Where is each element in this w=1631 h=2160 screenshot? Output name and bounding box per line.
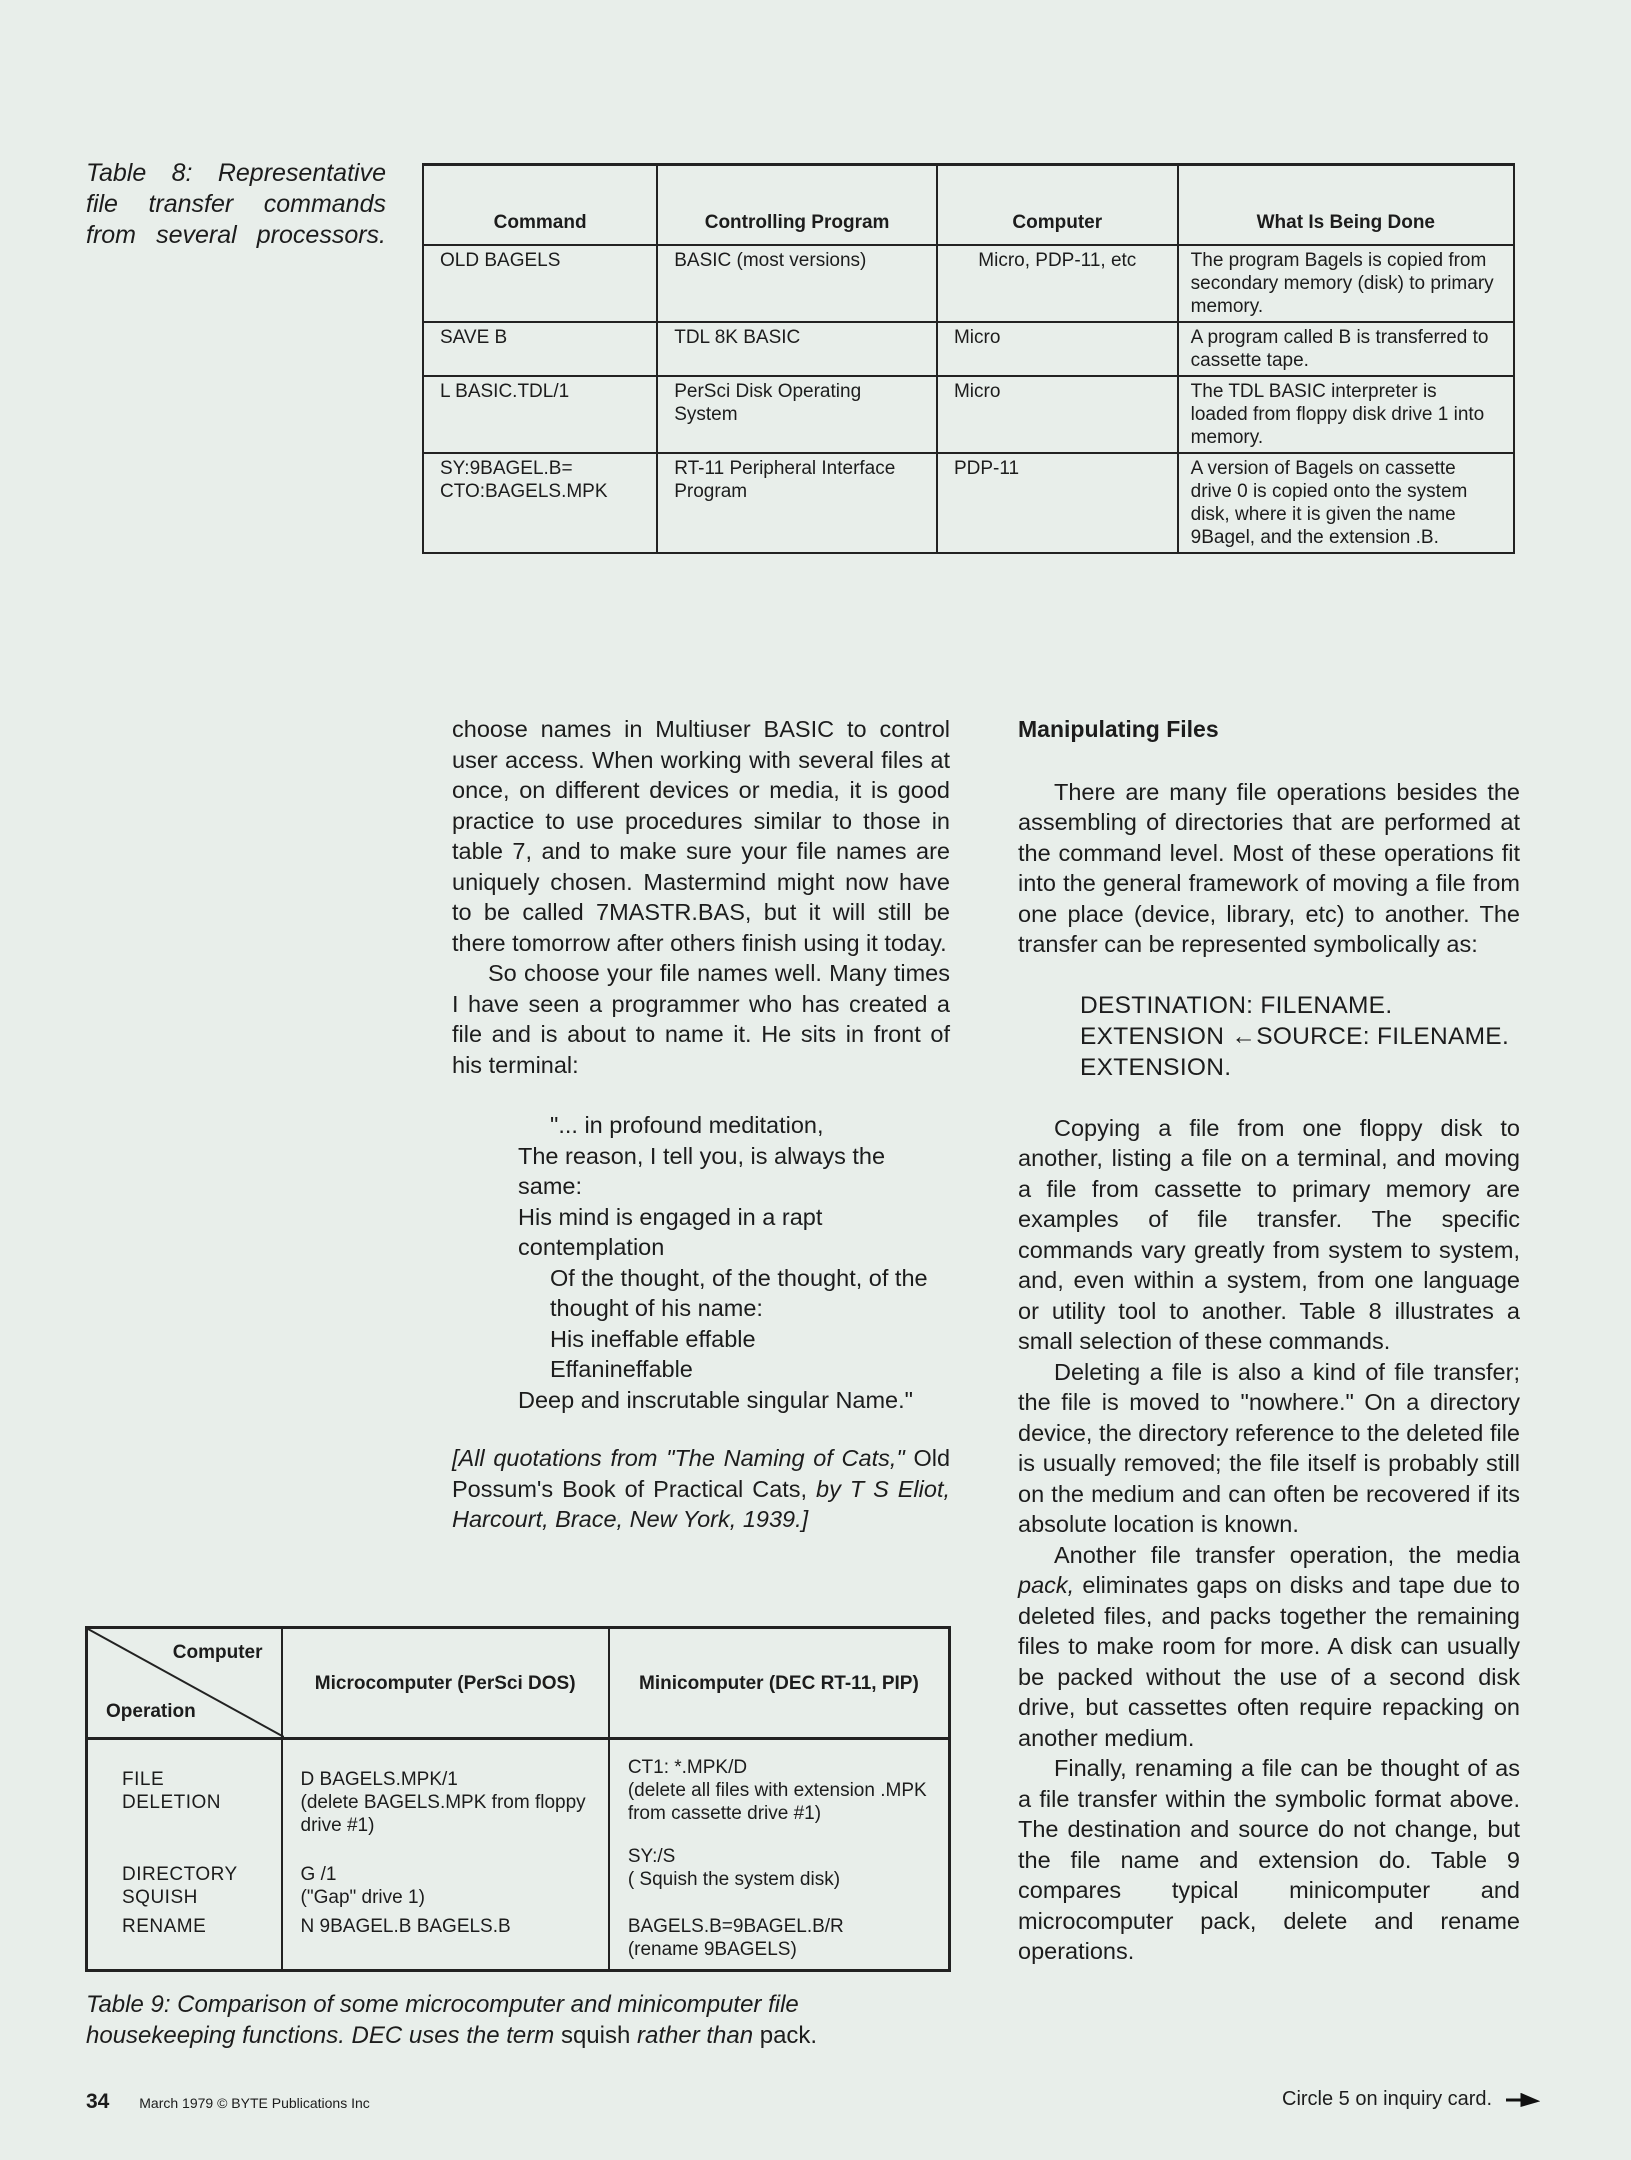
corner-label-operation: Operation	[106, 1701, 196, 1722]
quote-source-part: by T S Eliot, Harcourt, Brace, New York, 1939.]	[452, 1475, 951, 1532]
symbolic-format	[1080, 990, 1520, 1083]
table9-caption	[86, 1989, 952, 2051]
table-cell: Micro	[937, 376, 1178, 453]
paragraph	[1018, 1540, 1520, 1754]
cell-note: (rename 9BAGELS)	[627, 1939, 797, 1960]
paragraph: Deleting a file is also a kind of file transfer; the file is moved to "nowhere." On a directory device, the directory reference to the deleted file is usually removed; the file itself is probably still on the medium and can often be recovered if its absolute location is known.	[1018, 1358, 1520, 1537]
table-row	[423, 245, 1514, 322]
table8-header: Computer	[937, 165, 1178, 246]
table8	[422, 163, 1515, 554]
body-column-right	[1018, 714, 1520, 1967]
quote-source-part: [All quotations from "The Naming of Cats,"	[452, 1445, 905, 1471]
page-number: 34	[86, 2090, 110, 2113]
table-cell: A program called B is transferred to cassette tape.	[1178, 322, 1514, 376]
table-row	[87, 1837, 950, 1909]
cell-note: (delete all files with extension .MPK from cassette drive #1)	[627, 1780, 927, 1824]
table8-header-row	[423, 165, 1514, 246]
table9-header: Minicomputer (DEC RT-11, PIP)	[609, 1628, 950, 1739]
table9-header-row	[87, 1628, 950, 1739]
table8-header: What Is Being Done	[1178, 165, 1514, 246]
cell-command: N 9BAGEL.B BAGELS.B	[300, 1916, 511, 1937]
text-run: eliminates gaps on disks and tape due to deleted files, and packs together the remaining files to make room for more. A disk can usually be packed without the use of a second disk drive, but cassettes often require repacking on another medium.	[1018, 1572, 1520, 1751]
table-row	[423, 376, 1514, 453]
poem-quotation	[518, 1110, 950, 1415]
table-cell	[282, 1837, 609, 1909]
arrow-right-icon	[1506, 2093, 1540, 2107]
table8-header: Controlling Program	[657, 165, 937, 246]
table-cell: PerSci Disk Operating System	[657, 376, 937, 453]
table-cell: Micro	[937, 322, 1178, 376]
table8-header: Command	[423, 165, 657, 246]
cell-command: CT1: *.MPK/D	[627, 1757, 748, 1778]
poem-line: The reason, I tell you, is always the same:	[518, 1142, 886, 1199]
table-cell: RT-11 Peripheral Interface Program	[657, 453, 937, 553]
table9-corner-cell	[87, 1628, 282, 1739]
corner-label-computer: Computer	[172, 1642, 263, 1663]
table-cell	[282, 1909, 609, 1971]
table-cell: PDP-11	[937, 453, 1178, 553]
body-column-left	[452, 714, 950, 1535]
table-cell: Micro, PDP-11, etc	[937, 245, 1178, 322]
symbolic-line: EXTENSION.	[1080, 1053, 1232, 1081]
inquiry-note	[1282, 2088, 1540, 2111]
caption-part: squish	[560, 2022, 631, 2049]
table8-caption: Table 8: Representative file transfer commands from several processors.	[86, 159, 386, 249]
cell-note: ( Squish the system disk)	[627, 1869, 841, 1890]
table-cell: OLD BAGELS	[423, 245, 657, 322]
table-cell: L BASIC.TDL/1	[423, 376, 657, 453]
table-cell: RENAME	[87, 1909, 282, 1971]
poem-line: Of the thought, of the thought, of the thought of his name:	[550, 1264, 928, 1321]
paragraph: Finally, renaming a file can be thought of as a file transfer within the symbolic format above. The destination and source do not change, but the file name and extension do. Table 9 compares typical minicomputer and microcomputer pack, delete and rename operations.	[1018, 1755, 1520, 1964]
table-cell: TDL 8K BASIC	[657, 322, 937, 376]
table-cell: SAVE B	[423, 322, 657, 376]
caption-part: rather than	[636, 2022, 754, 2049]
table-cell	[609, 1739, 950, 1838]
table-row	[423, 453, 1514, 553]
inquiry-text: Circle 5 on inquiry card.	[1282, 2088, 1493, 2110]
table9	[85, 1626, 951, 1972]
caption-part: pack.	[759, 2022, 818, 2049]
text-run: Another file transfer operation, the media	[1054, 1541, 1520, 1568]
quotation-source	[452, 1443, 950, 1535]
cell-command: G /1	[300, 1864, 337, 1885]
table-cell: SY:9BAGEL.B= CTO:BAGELS.MPK	[423, 453, 657, 553]
page-footer	[86, 2090, 370, 2114]
table-row	[423, 322, 1514, 376]
table-cell: The TDL BASIC interpreter is loaded from floppy disk drive 1 into memory.	[1178, 376, 1514, 453]
cell-command: SY:/S	[627, 1846, 676, 1867]
cell-command: D BAGELS.MPK/1	[300, 1769, 458, 1790]
poem-line: "... in profound meditation,	[550, 1112, 824, 1138]
paragraph: choose names in Multiuser BASIC to control user access. When working with several files at once, on different devices or media, it is good practice to use procedures similar to those in table 7, and to make sure your file names are uniquely chosen. Mastermind might now have to be called 7MASTR.BAS, but it will still be there tomorrow after others finish using it today.	[452, 716, 950, 956]
poem-line: Deep and inscrutable singular Name."	[518, 1386, 914, 1413]
caption-part: Table 9: Comparison of some microcomputer and minicomputer file housekeeping functions. DEC uses the term	[86, 1991, 799, 2049]
table-cell	[609, 1837, 950, 1909]
table-cell: The program Bagels is copied from secondary memory (disk) to primary memory.	[1178, 245, 1514, 322]
cell-command: BAGELS.B=9BAGEL.B/R	[627, 1916, 844, 1937]
table-row	[87, 1909, 950, 1971]
paragraph: So choose your file names well. Many times I have seen a programmer who has created a file and is about to name it. He sits in front of his terminal:	[452, 960, 950, 1078]
paragraph: Copying a file from one floppy disk to another, listing a file on a terminal, and moving a file from cassette to primary memory are examples of file transfer. The specific commands vary greatly from system to system, and, even within a system, from one language or utility tool to another. Table 8 illustrates a small selection of these commands.	[1018, 1114, 1520, 1354]
table-cell: BASIC (most versions)	[657, 245, 937, 322]
text-run-italic: pack,	[1018, 1572, 1075, 1598]
poem-line: Effanineffable	[550, 1356, 693, 1382]
cell-note: (delete BAGELS.MPK from floppy drive #1)	[300, 1792, 586, 1836]
poem-line: His mind is engaged in a rapt contemplation	[518, 1203, 823, 1260]
paragraph: There are many file operations besides the assembling of directories that are performed at the command level. Most of these operations fit into the general framework of moving a file from one place (device, library, etc) to another. The transfer can be represented symbolically as:	[1018, 778, 1520, 957]
symbolic-line: DESTINATION: FILENAME.	[1080, 991, 1393, 1019]
table-cell	[609, 1909, 950, 1971]
table-cell: DIRECTORY SQUISH	[87, 1837, 282, 1909]
table-cell	[282, 1739, 609, 1838]
table-cell: FILE DELETION	[87, 1739, 282, 1838]
poem-line: His ineffable effable	[550, 1325, 756, 1352]
cell-note: ("Gap" drive 1)	[300, 1887, 425, 1908]
quote-source-part: Old Possum's Book of Practical Cats,	[452, 1445, 951, 1502]
issue-credit: March 1979 © BYTE Publications Inc	[139, 2095, 370, 2111]
section-heading: Manipulating Files	[1018, 716, 1219, 742]
symbolic-line: EXTENSION ←SOURCE: FILENAME.	[1080, 1022, 1510, 1050]
table-cell: A version of Bagels on cassette drive 0 is copied onto the system disk, where it is given the name 9Bagel, and the extension .B.	[1178, 453, 1514, 553]
table9-header: Microcomputer (PerSci DOS)	[282, 1628, 609, 1739]
table-row	[87, 1739, 950, 1838]
